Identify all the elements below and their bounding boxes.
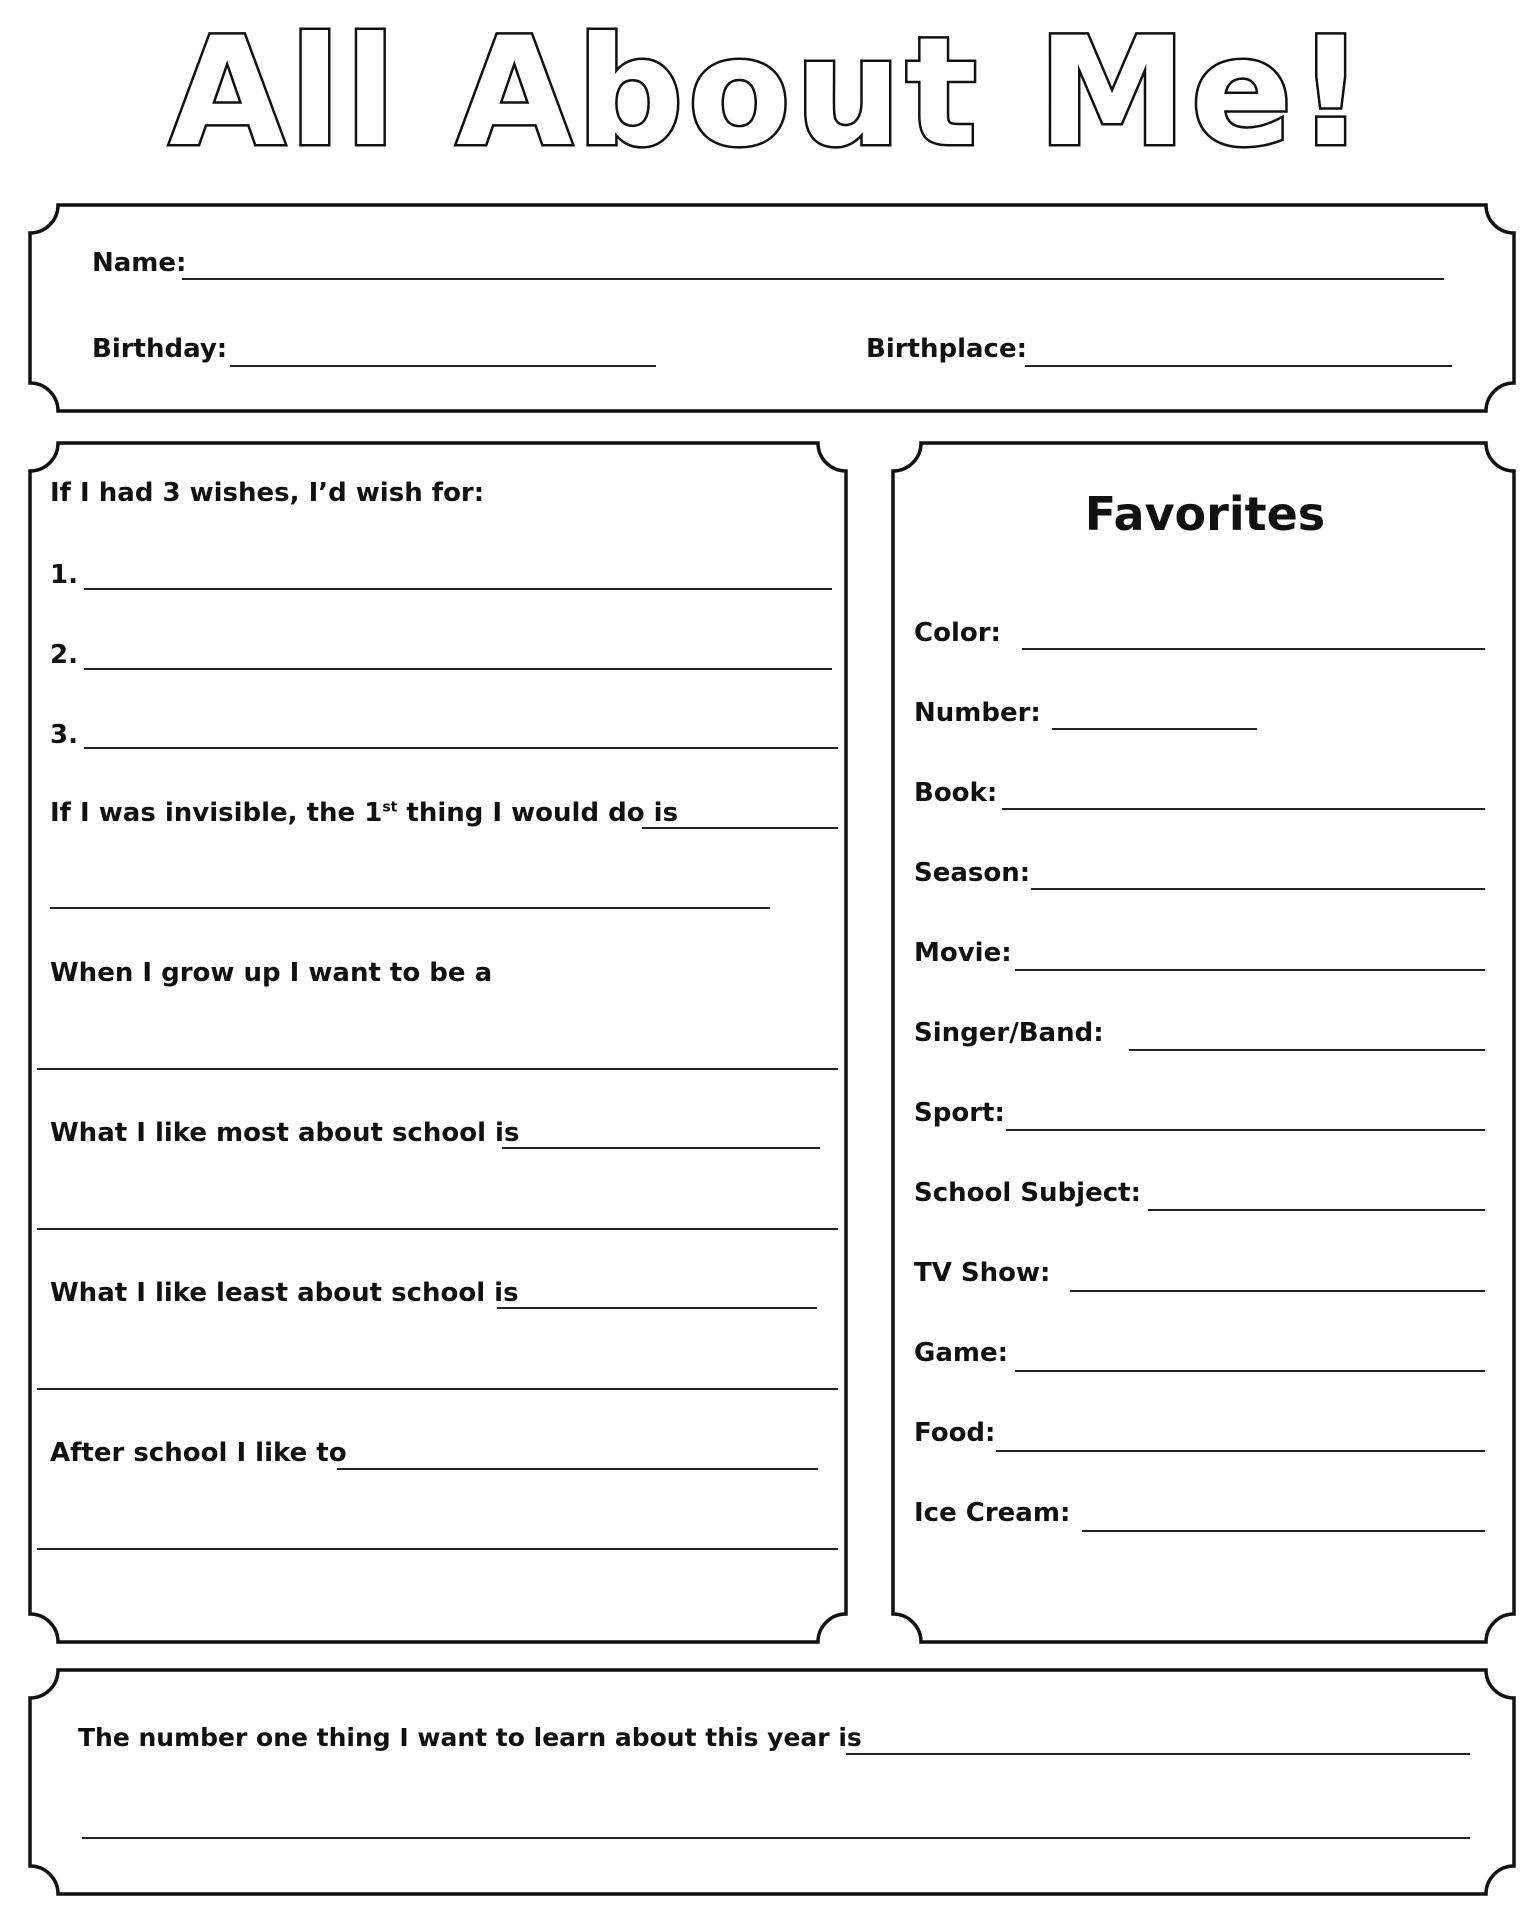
fav-singer-line[interactable] [1129,1049,1485,1051]
wish-number-1: 1. [50,560,78,590]
fav-singer-label: Singer/Band: [914,1018,1104,1048]
like-least-line-2[interactable] [37,1388,838,1390]
birthday-label: Birthday: [92,334,228,364]
fav-movie-line[interactable] [1015,969,1485,971]
fav-subject-label: School Subject: [914,1178,1141,1208]
page-title: All About Me! [169,6,1369,180]
learn-line-1[interactable] [846,1753,1470,1755]
bottom-box [30,1670,1514,1894]
wish-number-3: 3. [50,720,78,750]
birthday-line[interactable] [230,365,656,367]
fav-subject-line[interactable] [1148,1209,1485,1211]
wishes-prompt: If I had 3 wishes, I’d wish for: [50,478,485,508]
fav-book-line[interactable] [1002,808,1485,810]
header-box [30,205,1514,411]
wish-line-2[interactable] [84,668,832,670]
fav-food-line[interactable] [996,1450,1485,1452]
name-label: Name: [92,248,187,278]
wish-line-3[interactable] [84,747,838,749]
grow-up-line[interactable] [37,1068,838,1070]
invisible-sup: st [382,799,398,816]
fav-color-label: Color: [914,618,1001,648]
like-least-prompt: What I like least about school is [50,1278,519,1308]
learn-line-2[interactable] [82,1837,1470,1839]
fav-movie-label: Movie: [914,938,1012,968]
like-most-prompt: What I like most about school is [50,1118,520,1148]
fav-game-label: Game: [914,1338,1009,1368]
fav-sport-label: Sport: [914,1098,1005,1128]
wish-line-1[interactable] [84,588,832,590]
learn-prompt: The number one thing I want to learn about this year is [78,1723,862,1752]
like-most-line-1[interactable] [502,1147,820,1149]
wish-number-2: 2. [50,640,78,670]
fav-sport-line[interactable] [1006,1129,1485,1131]
grow-up-prompt: When I grow up I want to be a [50,958,493,988]
fav-icecream-label: Ice Cream: [914,1498,1071,1528]
invisible-line-2[interactable] [50,907,770,909]
after-school-prompt: After school I like to [50,1438,347,1468]
fav-icecream-line[interactable] [1082,1530,1485,1532]
fav-season-line[interactable] [1031,888,1485,890]
birthplace-label: Birthplace: [866,334,1028,364]
fav-tvshow-line[interactable] [1070,1290,1485,1292]
birthplace-line[interactable] [1025,365,1452,367]
fav-food-label: Food: [914,1418,996,1448]
name-line[interactable] [182,278,1444,280]
invisible-prompt [50,800,678,826]
fav-number-line[interactable] [1052,728,1257,730]
after-school-line-2[interactable] [37,1548,838,1550]
fav-number-label: Number: [914,698,1041,728]
like-least-line-1[interactable] [497,1307,817,1309]
like-most-line-2[interactable] [37,1228,838,1230]
fav-season-label: Season: [914,858,1031,888]
invisible-line-1[interactable] [642,827,838,829]
favorites-title: Favorites [1084,487,1326,541]
fav-game-line[interactable] [1015,1370,1485,1372]
fav-tvshow-label: TV Show: [914,1258,1051,1288]
invisible-prefix: If I was invisible, the 1 [50,798,383,828]
fav-book-label: Book: [914,778,998,808]
fav-color-line[interactable] [1022,648,1485,650]
after-school-line-1[interactable] [337,1468,818,1470]
invisible-suffix: thing I would do is [397,798,679,828]
